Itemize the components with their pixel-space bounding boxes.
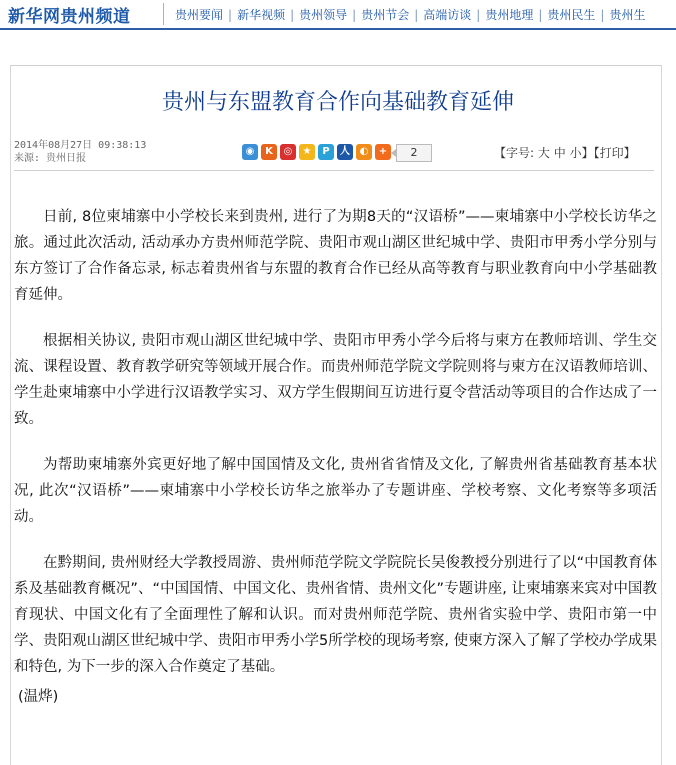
share-bar — [242, 144, 432, 162]
site-logo[interactable]: 新华网贵州频道 — [8, 7, 131, 27]
article-paragraph: 在黔期间, 贵州财经大学教授周游、贵州师范学院文学院院长吴俊教授分别进行了以“中国教育体系及基础教育概况”、“中国国情、中国文化、贵州省情、贵州文化”专题讲座, 让柬埔寨来宾对中国教育现状、中国文化有了全面理性了解和认识。而对贵州师范学院、贵州省实验中学、贵阳市第一中学、贵阳观山湖区世纪城中学、贵阳市甲秀小学5所学校的现场考察, 使柬方深入了解了学校办学成果和特色, 为下一步的深入合作奠定了基础。 — [14, 555, 657, 675]
nav-item-guizhou-geography[interactable]: 贵州地理 — [485, 8, 534, 22]
article-paragraph: 根据相关协议, 贵阳市观山湖区世纪城中学、贵阳市甲秀小学今后将与柬方在教师培训、学生交流、课程设置、教育教学研究等领域开展合作。而贵州师范学院文学院则将与柬方在汉语教师培训、学生赴柬埔寨中小学进行汉语教学实习、双方学生假期间互访进行夏令营活动等项目的合作达成了一致。 — [14, 333, 657, 427]
article-paragraph: 为帮助柬埔寨外宾更好地了解中国国情及文化, 贵州省省情及文化, 了解贵州省基础教育基本状况, 此次“汉语桥”——柬埔寨中小学校长访华之旅举办了专题讲座、学校考察、文化考察等多项活动。 — [14, 457, 657, 525]
logo-divider — [163, 3, 164, 25]
font-size-label: 【字号: — [494, 146, 535, 160]
wechat-icon[interactable]: ◉ — [242, 144, 258, 160]
qzone-icon[interactable]: ★ — [299, 144, 315, 160]
nav-item-guizhou-news[interactable]: 贵州要闻 — [175, 8, 224, 22]
print-link[interactable]: 【打印】 — [593, 146, 636, 160]
font-size-small-link[interactable]: 小 — [569, 146, 582, 160]
article-meta — [14, 139, 146, 165]
article-body — [14, 204, 657, 710]
article-title: 贵州与东盟教育合作向基础教育延伸 — [161, 90, 514, 115]
nav-item-guizhou-leaders[interactable]: 贵州领导 — [299, 8, 348, 22]
nav-item-guizhou-livelihood[interactable]: 贵州民生 — [547, 8, 596, 22]
kaixin-icon[interactable]: K — [261, 144, 277, 160]
article-source: 来源: 贵州日报 — [14, 153, 87, 164]
top-nav: 贵州要闻 | 新华视频 | 贵州领导 | 贵州节会 | 高端访谈 | 贵州地理 | 贵州民生 | 贵州生 — [170, 6, 650, 23]
meta-divider — [14, 170, 654, 171]
tencent-weibo-icon[interactable]: P — [318, 144, 334, 160]
more-share-icon[interactable]: + — [375, 144, 391, 160]
font-size-close: 】 — [581, 146, 594, 160]
share-count-badge: 2 — [396, 144, 432, 162]
weibo-icon[interactable]: ◎ — [280, 144, 296, 160]
font-size-medium-link[interactable]: 中 — [553, 146, 566, 160]
site-header — [0, 0, 676, 30]
article-datetime: 2014年08月27日 09:38:13 — [14, 140, 147, 151]
renren-icon[interactable]: 人 — [337, 144, 353, 160]
nav-item-guizhou-festivals[interactable]: 贵州节会 — [361, 8, 410, 22]
article-tools — [494, 144, 636, 161]
nav-item-xinhua-video[interactable]: 新华视频 — [237, 8, 286, 22]
nav-item-interviews[interactable]: 高端访谈 — [423, 8, 472, 22]
font-size-large-link[interactable]: 大 — [537, 146, 550, 160]
nav-item-guizhou-life[interactable]: 贵州生 — [609, 8, 646, 22]
article-paragraph: 日前, 8位柬埔寨中小学校长来到贵州, 进行了为期8天的“汉语桥”——柬埔寨中小学校长访华之旅。通过此次活动, 活动承办方贵州师范学院、贵阳市观山湖区世纪城中学、贵阳市甲秀小学分别与东方签订了合作备忘录, 标志着贵州省与东盟的教育合作已经从高等教育与职业教育向中小学基础教育延伸。 — [14, 209, 657, 303]
article-author: (温烨) — [18, 689, 59, 705]
sohu-icon[interactable]: ◐ — [356, 144, 372, 160]
